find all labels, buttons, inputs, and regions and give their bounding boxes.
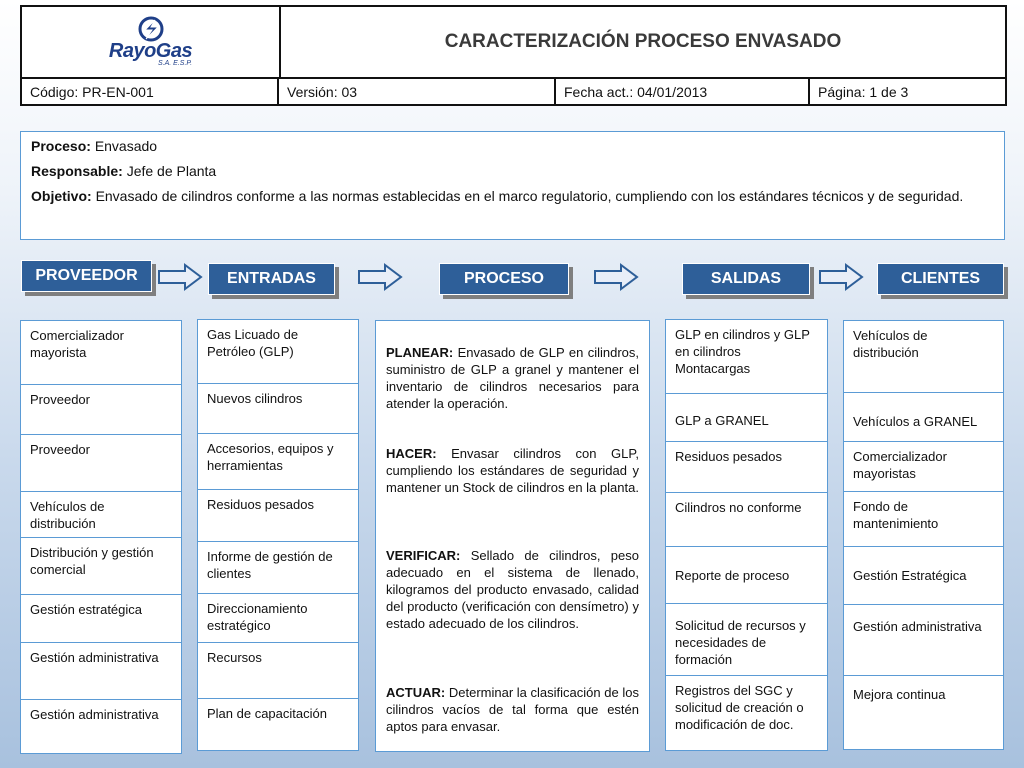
planear-text: Envasado de GLP en cilindros, suministro de GLP a granel y mantener el inventario de cilindros necesarios para atender la operación. [386, 345, 639, 411]
flow-arrow-icon [157, 263, 203, 291]
planear-block [386, 344, 639, 412]
list-item: Informe de gestión de clientes [198, 541, 358, 593]
list-item: Nuevos cilindros [198, 383, 358, 433]
pagina-cell: Página: 1 de 3 [818, 83, 909, 100]
proceso-value: Envasado [94, 138, 158, 154]
hacer-block [386, 445, 639, 496]
actuar-block [386, 684, 639, 735]
flame-logo-icon [131, 16, 171, 42]
proveedores-column [20, 320, 182, 754]
entradas-column [197, 319, 359, 751]
list-item: Fondo de mantenimiento [844, 491, 1003, 546]
version-cell: Versión: 03 [279, 79, 556, 104]
responsable-line [31, 163, 994, 180]
verificar-text: Sellado de cilindros, peso adecuado en el sistema de llenado, kilogramos del producto envasado, calidad del producto (verificación con densímetro) y estado adecuado de los cilindros. [386, 548, 639, 631]
company-logo [109, 16, 192, 68]
proceso-heading: PROCESO [439, 263, 569, 295]
list-item: Cilindros no conforme [666, 492, 827, 546]
list-item: Proveedor [21, 434, 181, 491]
list-item: Direccionamiento estratégico [198, 593, 358, 642]
proceso-label: Proceso: [31, 138, 91, 154]
process-info-box [20, 131, 1005, 240]
list-item: Accesorios, equipos y herramientas [198, 433, 358, 489]
flow-arrow-icon [593, 263, 639, 291]
list-item: Plan de capacitación [198, 698, 358, 750]
logo-subtitle: S.A. E.S.P. [157, 60, 193, 67]
list-item: Reporte de proceso [666, 546, 827, 603]
proveedor-heading: PROVEEDOR [21, 260, 152, 292]
list-item: Vehículos de distribución [853, 328, 928, 360]
objetivo-label: Objetivo: [31, 188, 92, 204]
codigo-cell: Código: PR-EN-001 [22, 79, 279, 104]
list-item: GLP en cilindros y GLP en cilindros Montacargas [675, 327, 810, 376]
verificar-block [386, 547, 639, 632]
planear-label: PLANEAR: [386, 345, 454, 360]
document-header [20, 5, 1007, 106]
proceso-column [375, 320, 650, 752]
list-item: Gestión estratégica [21, 594, 181, 642]
header-meta-row [22, 77, 1005, 104]
list-item: Solicitud de recursos y necesidades de formación [666, 603, 827, 675]
list-item: Recursos [198, 642, 358, 698]
list-item: Residuos pesados [666, 441, 827, 492]
list-item: Vehículos a GRANEL [844, 392, 1003, 441]
list-item: Distribución y gestión comercial [21, 537, 181, 594]
hacer-label: HACER: [386, 446, 437, 461]
responsable-label: Responsable: [31, 163, 123, 179]
document-title: CARACTERIZACIÓN PROCESO ENVASADO [444, 31, 842, 52]
list-item: Gestión administrativa [844, 604, 1003, 675]
list-item: Proveedor [21, 384, 181, 434]
list-item: Gas Licuado de Petróleo (GLP) [207, 327, 299, 359]
salidas-column [665, 319, 828, 751]
hacer-text: Envasar cilindros con GLP, cumpliendo los estándares de seguridad y mantener un Stock de cilindros en la planta. [386, 446, 639, 495]
actuar-text: Determinar la clasificación de los cilindros vacíos de tal forma que estén aptos para envasar. [386, 685, 639, 734]
proceso-line [31, 138, 994, 155]
clientes-column [843, 320, 1004, 750]
objetivo-line [31, 188, 994, 205]
list-item: Gestión Estratégica [844, 546, 1003, 604]
flow-arrow-icon [818, 263, 864, 291]
logo-brand: RayoGas [108, 40, 193, 62]
actuar-label: ACTUAR: [386, 685, 446, 700]
list-item: Mejora continua [844, 675, 1003, 749]
responsable-value: Jefe de Planta [126, 163, 217, 179]
clientes-heading: CLIENTES [877, 263, 1004, 295]
objetivo-value: Envasado de cilindros conforme a las normas establecidas en el marco regulatorio, cumpliendo con los estándares técnicos y de seguridad. [95, 188, 964, 204]
logo-area [22, 7, 281, 77]
list-item: Vehículos de distribución [21, 491, 181, 537]
list-item: Registros del SGC y solicitud de creación o modificación de doc. [666, 675, 827, 750]
salidas-heading: SALIDAS [682, 263, 810, 295]
verificar-label: VERIFICAR: [386, 548, 461, 563]
list-item: Comercializador mayorista [30, 328, 124, 360]
list-item: Comercializador mayoristas [844, 441, 1003, 491]
entradas-heading: ENTRADAS [208, 263, 335, 295]
list-item: Gestión administrativa [21, 699, 181, 753]
list-item: Residuos pesados [198, 489, 358, 541]
list-item: Gestión administrativa [21, 642, 181, 699]
flow-arrow-icon [357, 263, 403, 291]
list-item: GLP a GRANEL [666, 393, 827, 441]
fecha-cell: Fecha act.: 04/01/2013 [556, 79, 810, 104]
